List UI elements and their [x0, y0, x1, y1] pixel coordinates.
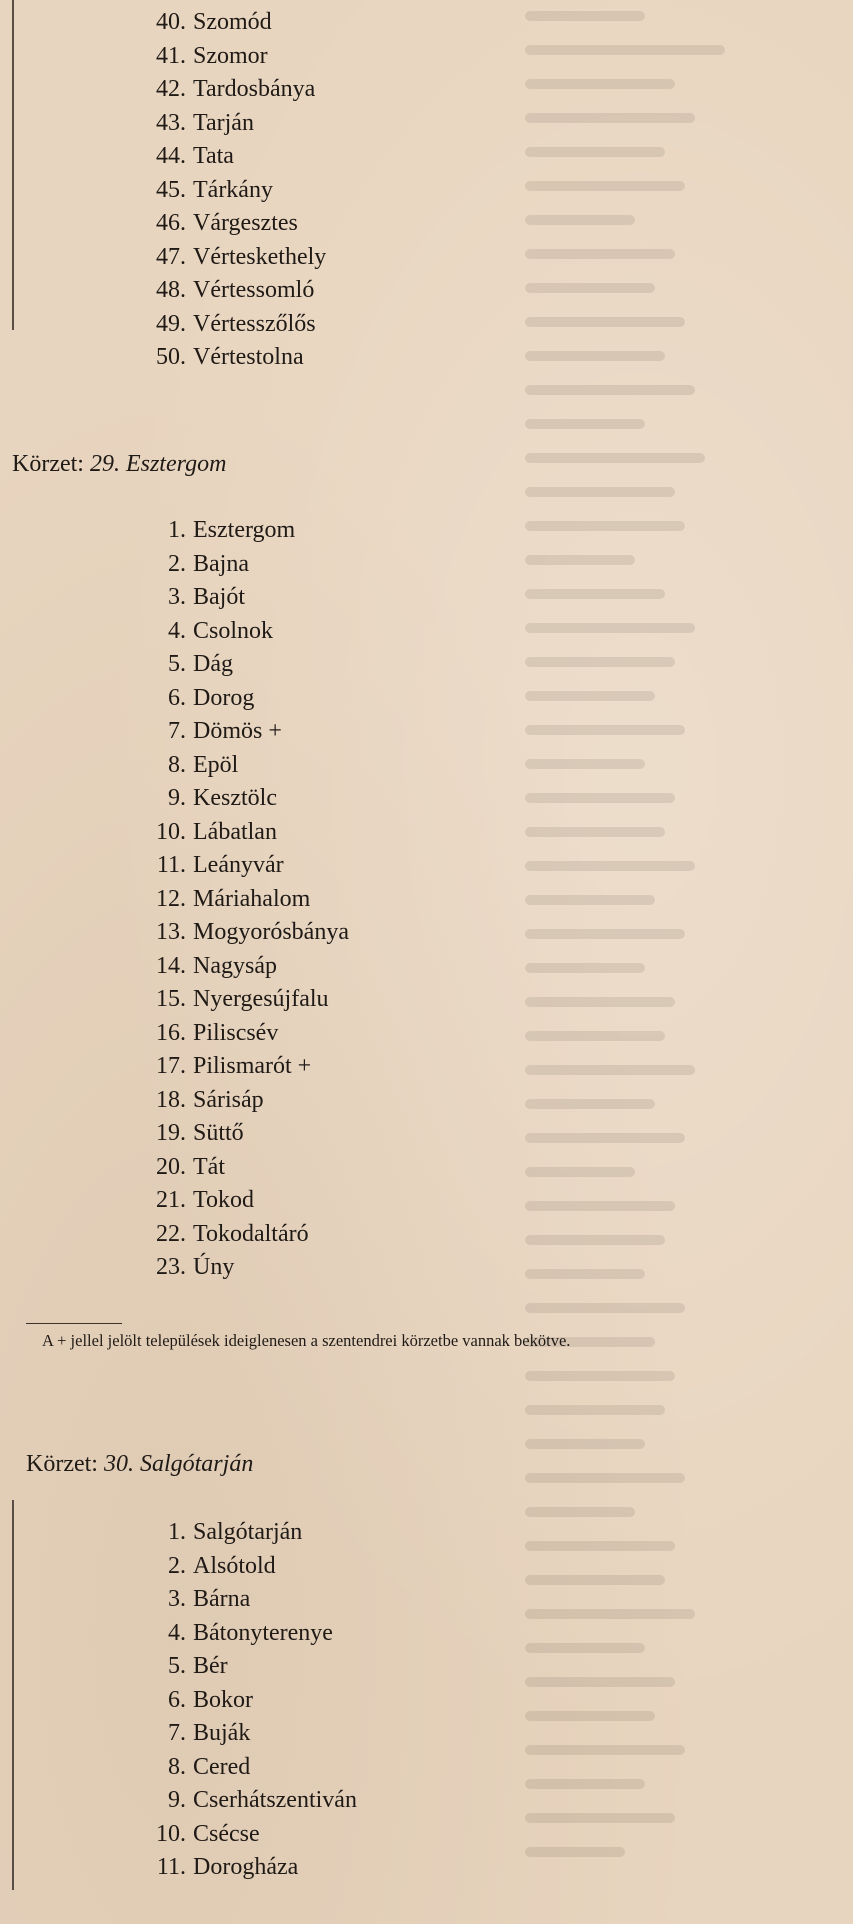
settlement-name: Nagysáp — [193, 952, 277, 979]
footnote-rule — [26, 1323, 122, 1324]
settlement-name: Szomor — [193, 42, 268, 69]
settlement-name: Tarján — [193, 109, 254, 136]
item-number: 22. — [156, 1220, 186, 1247]
item-number: 11. — [156, 852, 186, 878]
item-number: 4. — [168, 1619, 186, 1646]
settlement-name: Esztergom — [193, 517, 296, 543]
district-label: Körzet: — [26, 1451, 98, 1477]
list-item — [138, 548, 349, 582]
item-number: 21. — [156, 1187, 186, 1213]
list-item — [138, 1583, 357, 1617]
settlement-name: Vértesszőlős — [193, 310, 316, 337]
item-number: 47. — [156, 243, 186, 270]
list-item — [138, 816, 349, 850]
list-item — [138, 1851, 357, 1885]
district-salgotarjan-list — [138, 1516, 357, 1885]
settlement-name: Tata — [193, 143, 234, 169]
district-heading-esztergom — [12, 451, 226, 478]
settlement-name: Bér — [193, 1653, 228, 1679]
item-number: 6. — [168, 1686, 186, 1713]
settlement-name: Cserhátszentiván — [193, 1787, 357, 1813]
settlement-name: Süttő — [193, 1120, 244, 1146]
list-item — [138, 1218, 349, 1252]
list-item — [138, 1684, 357, 1718]
settlement-name: Csécse — [193, 1820, 260, 1847]
list-item — [138, 581, 349, 615]
settlement-name: Várgesztes — [193, 210, 298, 236]
settlement-name: Tát — [193, 1153, 225, 1180]
district-title: 30. Salgótarján — [103, 1451, 254, 1477]
district-label: Körzet: — [12, 451, 84, 477]
item-number: 3. — [168, 584, 186, 610]
settlement-name: Buják — [193, 1720, 251, 1746]
list-item — [138, 1717, 357, 1751]
item-number: 3. — [168, 1586, 186, 1612]
list-item — [138, 715, 349, 749]
settlement-name: Bárna — [193, 1586, 251, 1612]
settlement-name: Bátonyterenye — [193, 1619, 333, 1646]
settlement-name: Dorog — [193, 684, 255, 711]
settlement-name: Bajna — [193, 550, 249, 577]
item-number: 4. — [168, 617, 186, 644]
item-number: 15. — [156, 986, 186, 1012]
list-item — [138, 1751, 357, 1785]
item-number: 49. — [156, 310, 186, 337]
list-item — [138, 749, 349, 783]
list-item — [138, 1550, 357, 1584]
list-item — [138, 916, 349, 950]
settlement-name: Kesztölc — [193, 785, 277, 811]
settlement-name: Szomód — [193, 9, 272, 35]
settlement-name: Lábatlan — [193, 818, 277, 845]
list-item — [138, 107, 326, 141]
settlement-name: Sárisáp — [193, 1086, 264, 1113]
list-item — [138, 341, 326, 375]
list-item — [138, 883, 349, 917]
settlement-name: Tokod — [193, 1187, 254, 1213]
item-number: 2. — [168, 550, 186, 577]
list-item — [138, 1650, 357, 1684]
list-item — [138, 1017, 349, 1051]
settlement-name: Leányvár — [193, 852, 284, 878]
district-title: 29. Esztergom — [89, 451, 227, 477]
settlement-name: Vértestolna — [193, 344, 304, 370]
settlement-name: Vértessomló — [193, 277, 315, 303]
item-number: 17. — [156, 1053, 186, 1079]
item-number: 11. — [156, 1854, 186, 1880]
list-item — [138, 207, 326, 241]
settlement-name: Dömös + — [193, 718, 282, 744]
settlement-name: Dág — [193, 651, 233, 677]
item-number: 18. — [156, 1086, 186, 1113]
item-number: 19. — [156, 1120, 186, 1146]
item-number: 45. — [156, 176, 186, 203]
item-number: 5. — [168, 1653, 186, 1679]
settlement-name: Piliscsév — [193, 1019, 279, 1046]
item-number: 6. — [168, 684, 186, 711]
item-number: 2. — [168, 1552, 186, 1579]
item-number: 50. — [156, 344, 186, 370]
item-number: 9. — [168, 785, 186, 811]
item-number: 20. — [156, 1153, 186, 1180]
item-number: 8. — [168, 751, 186, 778]
list-item — [138, 849, 349, 883]
item-number: 8. — [168, 1753, 186, 1780]
list-item — [138, 648, 349, 682]
list-item — [138, 682, 349, 716]
item-number: 41. — [156, 42, 186, 69]
item-number: 42. — [156, 76, 186, 102]
item-number: 16. — [156, 1019, 186, 1046]
list-item — [138, 1151, 349, 1185]
district-28-list-continued — [138, 6, 326, 375]
item-number: 14. — [156, 952, 186, 979]
list-item — [138, 1784, 357, 1818]
settlement-name: Tardosbánya — [193, 76, 316, 102]
item-number: 1. — [168, 1519, 186, 1545]
settlement-name: Bajót — [193, 584, 245, 610]
list-item — [138, 1050, 349, 1084]
list-item — [138, 1251, 349, 1285]
item-number: 7. — [168, 718, 186, 744]
settlement-name: Cered — [193, 1753, 251, 1780]
item-number: 13. — [156, 919, 186, 945]
settlement-name: Csolnok — [193, 617, 274, 644]
list-item — [138, 6, 326, 40]
list-item — [138, 514, 349, 548]
list-item — [138, 983, 349, 1017]
settlement-name: Máriahalom — [193, 885, 311, 912]
list-item — [138, 40, 326, 74]
list-item — [138, 782, 349, 816]
settlement-name: Tárkány — [193, 176, 273, 203]
item-number: 7. — [168, 1720, 186, 1746]
settlement-name: Úny — [193, 1254, 235, 1280]
item-number: 43. — [156, 109, 186, 136]
district-heading-salgotarjan — [26, 1451, 253, 1478]
item-number: 9. — [168, 1787, 186, 1813]
bleed-through-texture — [520, 0, 850, 1924]
list-item — [138, 950, 349, 984]
list-item — [138, 1117, 349, 1151]
list-item — [138, 140, 326, 174]
settlement-name: Salgótarján — [193, 1519, 303, 1545]
list-item — [138, 615, 349, 649]
settlement-name: Bokor — [193, 1686, 253, 1713]
settlement-name: Pilismarót + — [193, 1053, 312, 1079]
settlement-name: Tokodaltáró — [193, 1220, 309, 1247]
item-number: 10. — [156, 1820, 186, 1847]
item-number: 40. — [156, 9, 186, 35]
list-item — [138, 1818, 357, 1852]
settlement-name: Nyergesújfalu — [193, 986, 329, 1012]
item-number: 12. — [156, 885, 186, 912]
list-item — [138, 308, 326, 342]
list-item — [138, 1617, 357, 1651]
settlement-name: Dorogháza — [193, 1854, 299, 1880]
settlement-name: Vérteskethely — [193, 243, 327, 270]
item-number: 48. — [156, 277, 186, 303]
left-margin-rule-bottom — [12, 1500, 14, 1890]
list-item — [138, 241, 326, 275]
list-item — [138, 73, 326, 107]
list-item — [138, 174, 326, 208]
list-item — [138, 1084, 349, 1118]
item-number: 23. — [156, 1254, 186, 1280]
item-number: 1. — [168, 517, 186, 543]
item-number: 5. — [168, 651, 186, 677]
list-item — [138, 1184, 349, 1218]
item-number: 46. — [156, 210, 186, 236]
list-item — [138, 1516, 357, 1550]
list-item — [138, 274, 326, 308]
settlement-name: Mogyorósbánya — [193, 919, 349, 945]
item-number: 44. — [156, 143, 186, 169]
item-number: 10. — [156, 818, 186, 845]
settlement-name: Alsótold — [193, 1552, 276, 1579]
settlement-name: Epöl — [193, 751, 239, 778]
left-margin-rule-top — [12, 0, 14, 330]
district-esztergom-list — [138, 514, 349, 1285]
footnote: A + jellel jelölt települések ideiglenesen a szentendrei körzetbe vannak bekötve. — [42, 1331, 571, 1350]
